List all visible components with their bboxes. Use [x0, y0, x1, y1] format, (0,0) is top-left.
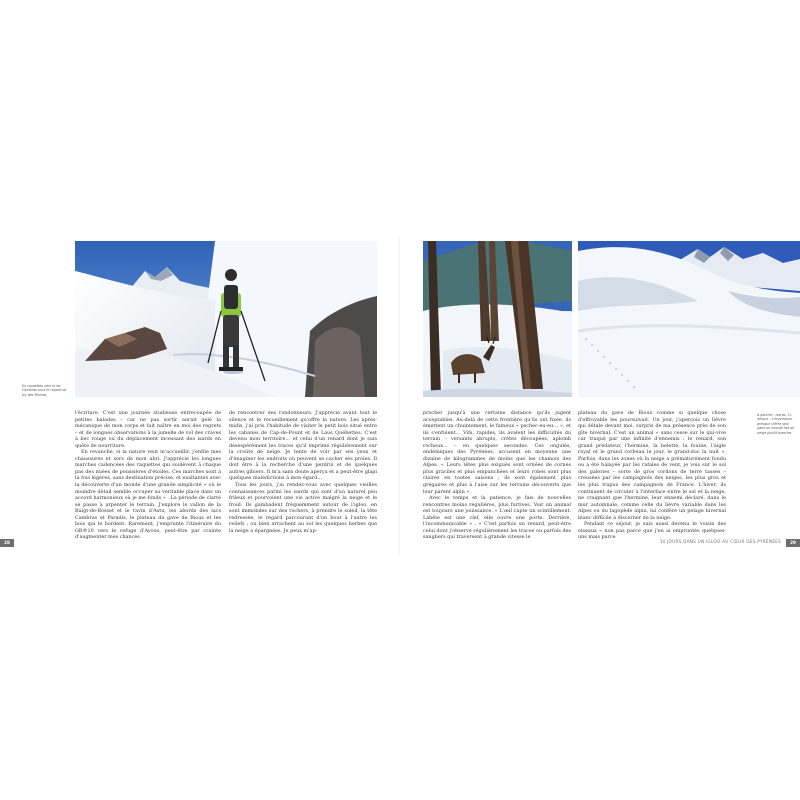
snowshoe-scene: [75, 241, 377, 397]
paragraph: de rencontrer des randonneurs. J'apprécie avant tout le silence et le recueillement qu'offre la nature. Les après-midis, j'ai pris l'habitude de visiter le petit bois situé entre les cabanes de Cap-de-Pount et de Laus Québettes. C'est devenu mon territoire… et celui d'un renard dont je suis désespérément les traces qu'il imprime régulièrement sur la croûte de neige. Je tente de voir par ses yeux et d'imaginer les endroits où peuvent se cacher ses proies. Il doit être à la recherche d'une perdrix et de quelques autres gibiers. Il m'a sans doute aperçu et a peut-être glapi quelques malédictions à mon égard…: [229, 410, 377, 482]
paragraph: plateau du gave de Bious comme si quelque chose d'effroyable les poursuivait. Un jour, j'aperçois un lièvre qui détale devant moi, surpris de ma présence près de son gîte hivernal. C'est un animal « sans cesse sur le qui-vive car traqué par une infinité d'ennemis : le renard, son grand prédateur, l'hermine, la belette, la fouine, l'aigle royal et le grand corbeau le jour, le grand-duc la nuit ». Parfois, dans les zones où la neige a prématurément fondu ou a été balayée par les rafales de vent, je vois sur le sol des galeries – sorte de gros cordons de terre tassés – creusées par les campagnols des neiges, les plus gros et les plus trapus des campagnols de France. L'hiver, ils continuent de circuler à l'interface entre le sol et la neige, ne craignant que l'hermine, leur ennemi déclaré, dans le mur automnale, comme celle du lièvre variable dans les Alpes ou du lagopède alpin, lui confère un pelage hivernal blanc difficile à discerner de la neige.: [578, 410, 726, 521]
left-page-number: 28: [0, 539, 14, 547]
snow-dunes-scene: [578, 241, 800, 397]
paragraph: l'écriture. C'est une journée studieuse entrecoupée de petites balades – car ne pas sortir aurait gelé la mécanique de mon corps et fait naître en moi des regrets – et de longues observations à la jumelle de vol des craves à bec rouge ou du déplacement incessant des isards en quête de nourriture.: [75, 410, 221, 449]
snowshoe-photo: [75, 241, 377, 397]
right-photo-caption: À gauche : Isards. Ci-dessus : L'impression presque d'être seul dans un monde fait de neige plutôt blanche.: [757, 413, 795, 435]
paragraph: Tous les jours, j'ai rendez-vous avec quelques vieilles connaissances parmi les isards qui sont d'un naturel peu frileux et pourvoient une vie active malgré la neige et le froid. Ils gambadent fréquemment autour de l'igloo, en sont immobiles sur des rochers, à prendre le soleil, la tête redressée, le regard parcourant d'un bout à l'autre les reliefs ; ou bien arrachent au sol les quelques herbes que la neige a épargnées. Je peux m'ap-: [229, 482, 377, 534]
chamois-scene: [423, 241, 572, 397]
paragraph: Pendant ce séjour, je suis aussi devenu le voisin des oiseaux « non pas parce que j'en ai empruntés quelques-uns mais parce: [578, 521, 726, 541]
right-page: [400, 0, 800, 800]
right-text-column-1: [423, 410, 571, 541]
right-page-number: 29: [786, 539, 800, 547]
left-text-column-1: [75, 410, 221, 541]
right-text-column-2: [578, 410, 726, 541]
running-head: 30 JOURS DANS UN IGLOO AU CŒUR DES PYRÉNÉES: [659, 540, 781, 545]
paragraph: procher jusqu'à une certaine distance qu'ils jugent acceptables. Au-delà de cette frontière qu'ils ont fixée, ils émettent un chuintement, le fameux « pschec-eu-eu… », et ils s'enfuient… Vifs, rapides, ils avalent les difficultés du terrain – versants abrupts, crêtes découpées, aplomb rocheux… – en quelques secondes. Ces ongulés, endémiques des Pyrénées, accusent en moyenne une dizaine de kilogrammes de moins que les chamois des Alpes. « Leurs têtes plus exiguës sont ornées de cornes plus graciles et plus empanchées et leurs robes sont plus claires en toutes saisons ; ils sont également plus grégaires et plus à l'aise sur les terrains découverts que leur parent alpin ».: [423, 410, 571, 495]
chamois-photo: [423, 241, 572, 397]
paragraph: En revanche, si la nature veut m'accueillir, j'enfile mes chaussures et sors de mon abri. J'apprécie les longues marches cadencées des raquettes qui soulèvent à chaque pas des nuées de poussières d'étoiles. Ces marches sont à la fois légères, sans destination précise, et exaltantes avec la découverte d'un monde d'une grande simplicité « où le moindre détail semble occuper sa véritable place dans un accord harmonieux où je me fonds » . La période de clarté se passe à arpenter le terrain. J'explore le vallon de la Baigt-de-Bosset et le ravin d'Astu, les abords des lacs Cambras et Paradis, le plateau du gave de Bious et les bois qui le bordent. Rarement, j'emprunte l'itinéraire du GR®10 vers le refuge d'Ayous, peut-être par crainte d'augmenter mes chances: [75, 449, 221, 541]
left-text-column-2: [229, 410, 377, 534]
left-photo-caption: En raquettes vers le lac Cambras sous le regard du pic des Moines.: [22, 384, 67, 397]
paragraph: Avec le temps et la patience, je fais de nouvelles rencontres moins régulières, plus furtives. Voir un animal est toujours une jouissance. « L'œil capte un scintillement. Labête est une clef, elle ouvre une porte. Derrière, l'incommunicable » . « C'est parfois un renard, peut-être celui dont j'observe régulièrement les traces ou parfois des sangliers qui traversent à grande vitesse le: [423, 495, 571, 541]
snow-dunes-photo: [578, 241, 800, 397]
